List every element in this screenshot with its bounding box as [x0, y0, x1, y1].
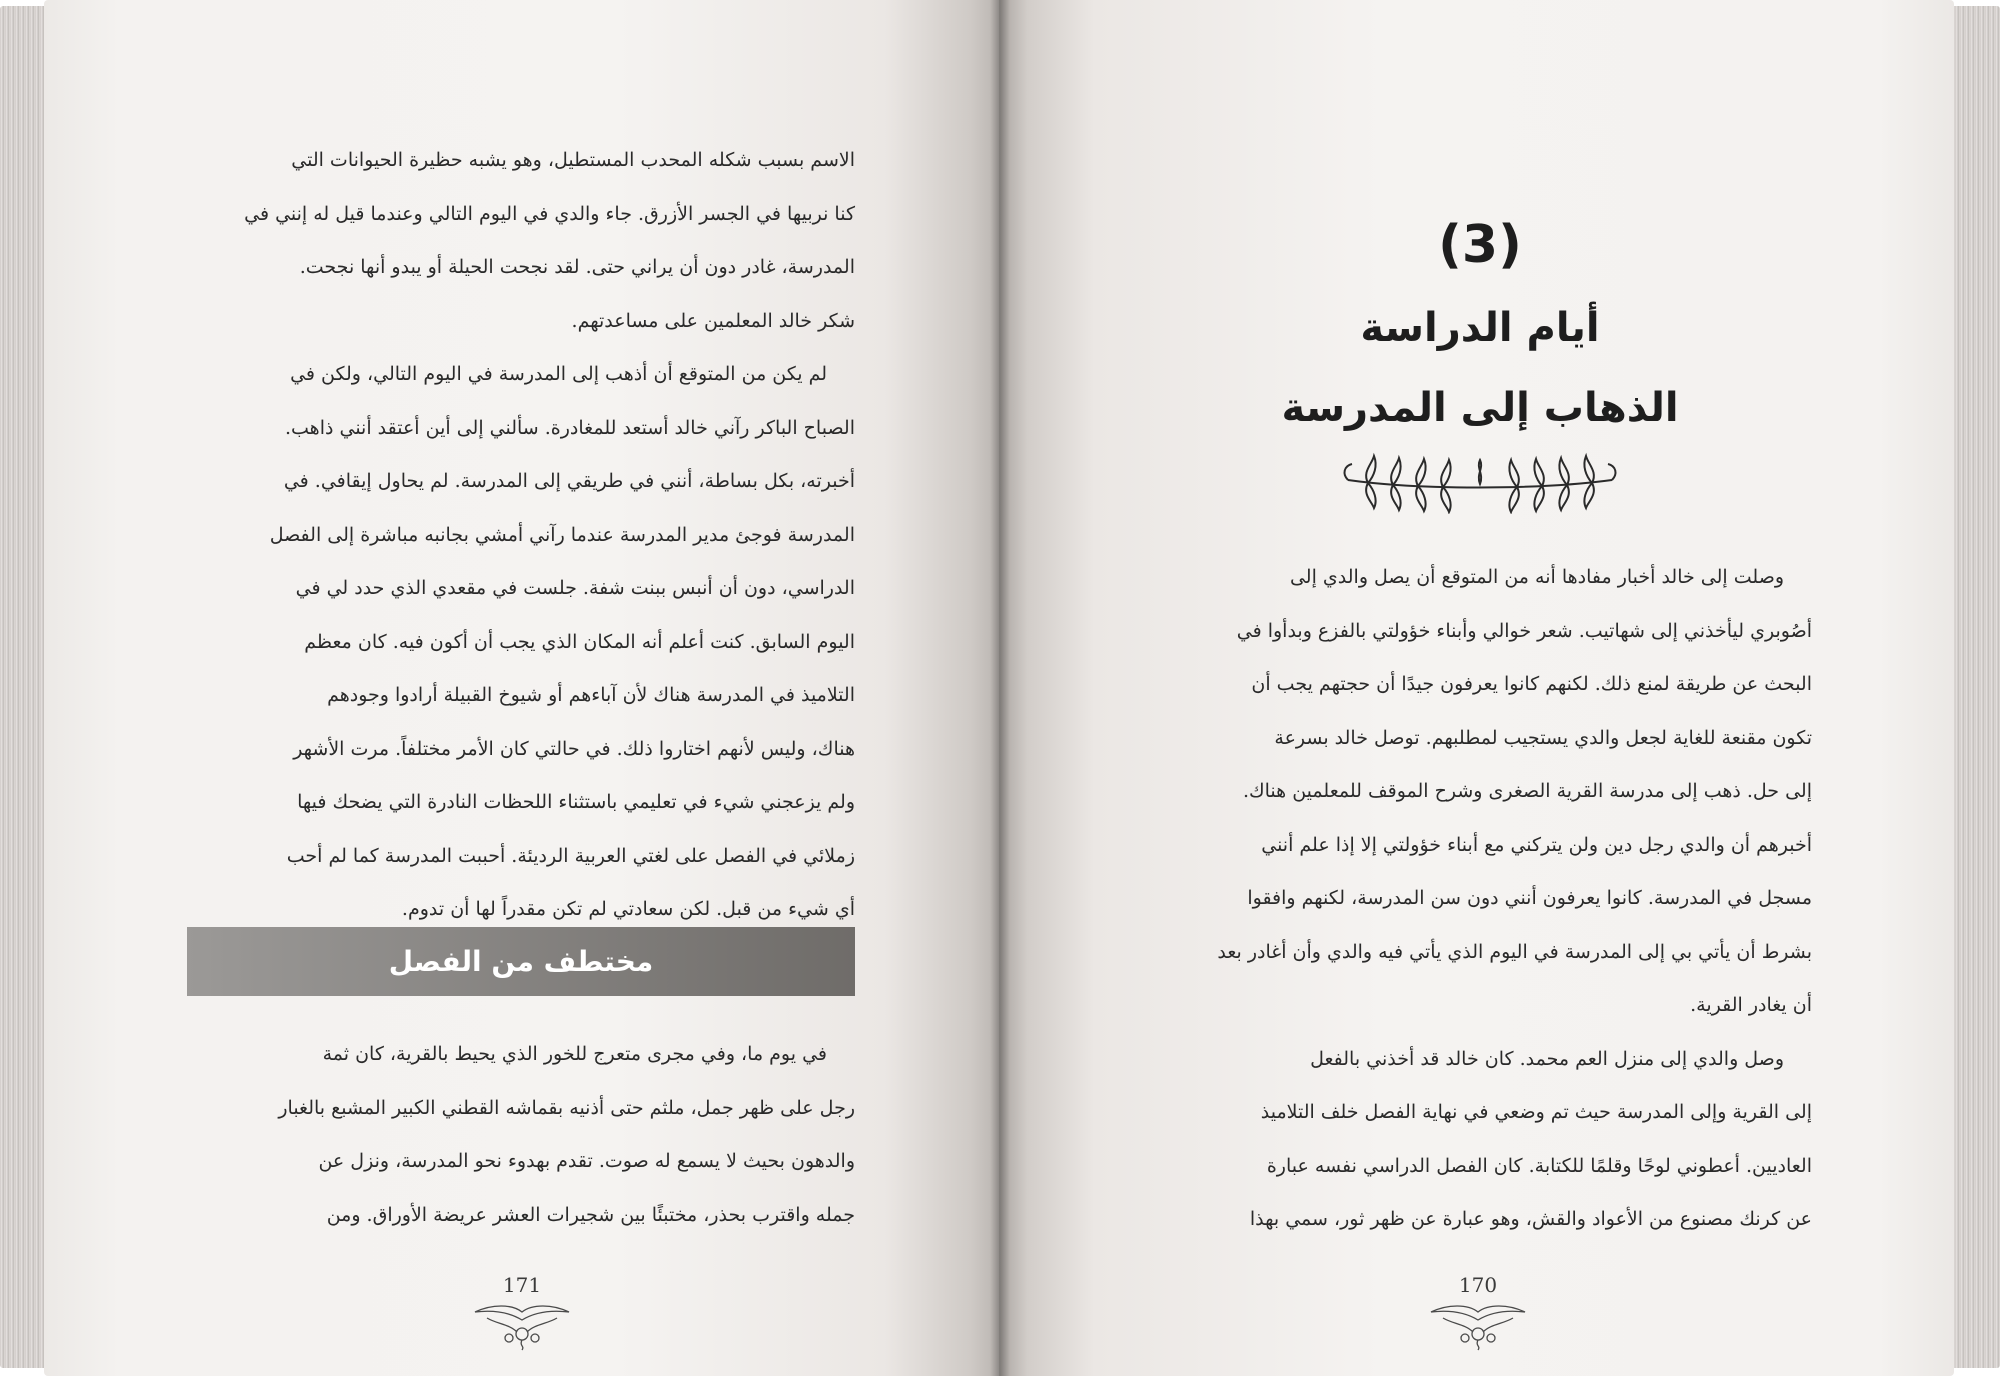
text-line: شكر خالد المعلمين على مساعدتهم. [571, 309, 855, 332]
right-page-body [1142, 551, 1812, 1247]
text-line: العاديين. أعطوني لوحًا وقلمًا للكتابة. كان الفصل الدراسي نفسه عبارة [1266, 1154, 1812, 1177]
text-line: الاسم بسبب شكله المحدب المستطيل، وهو يشبه حظيرة الحيوانات التي [291, 149, 855, 171]
right-page-edges [1950, 6, 2000, 1368]
text-line: أخبرهم أن والدي رجل دين ولن يتركني مع أبناء خؤولتي إلا إذا علم أنني [1261, 833, 1812, 856]
page-number-right: 170 [1458, 1273, 1498, 1297]
leaf-branch-ornament-icon [1338, 450, 1622, 514]
left-page-body-bottom [187, 1028, 855, 1242]
text-line: المدرسة فوجئ مدير المدرسة عندما رآني أمشي بجانبه مباشرة إلى الفصل [269, 523, 855, 546]
text-line: التلاميذ في المدرسة هناك لأن آباءهم أو شيوخ القبيلة أرادوا وجودهم [327, 684, 855, 706]
text-line: المدرسة، غادر دون أن يراني حتى. لقد نجحت الحيلة أو يبدو أنها نجحت. [299, 256, 855, 278]
text-line: والدهون بحيث لا يسمع له صوت. تقدم بهدوء نحو المدرسة، ونزل عن [318, 1150, 855, 1172]
text-line: رجل على ظهر جمل، ملثم حتى أذنيه بقماشه القطني الكبير المشبع بالغبار [278, 1096, 855, 1119]
text-line: وصل والدي إلى منزل العم محمد. كان خالد قد أخذني بالفعل [1310, 1047, 1784, 1070]
section-title: الذهاب إلى المدرسة [1281, 385, 1679, 431]
excerpt-heading-box [187, 927, 855, 996]
text-line: أخبرته، بكل بساطة، أنني في طريقي إلى المدرسة. لم يحاول إيقافي. في [283, 470, 855, 492]
left-page-body-top [187, 134, 855, 937]
text-line: اليوم السابق. كنت أعلم أنه المكان الذي يجب أن أكون فيه. كان معظم [304, 630, 855, 653]
left-page-edges [0, 6, 50, 1368]
text-line: مسجل في المدرسة. كانوا يعرفون أنني دون سن المدرسة، لكنهم وافقوا [1247, 887, 1812, 909]
footer-flourish-icon [467, 1302, 577, 1352]
text-line: تكون مقنعة للغاية لجعل والدي يستجيب لمطلبهم. توصل خالد بسرعة [1274, 726, 1812, 749]
text-line: في يوم ما، وفي مجرى متعرج للخور الذي يحيط بالقرية، كان ثمة [322, 1043, 827, 1065]
chapter-title: أيام الدراسة [1360, 305, 1600, 351]
text-line: إلى حل. ذهب إلى مدرسة القرية الصغرى وشرح الموقف للمعلمين هناك. [1242, 780, 1812, 802]
text-line: ولم يزعجني شيء في تعليمي باستثناء اللحظات النادرة التي يضحك فيها [297, 791, 855, 813]
text-line: إلى القرية وإلى المدرسة حيث تم وضعي في نهاية الفصل خلف التلاميذ [1260, 1101, 1812, 1123]
footer-flourish-icon [1423, 1302, 1533, 1352]
book-gutter [990, 0, 1010, 1376]
paragraph [187, 1028, 855, 1242]
paragraph [187, 134, 855, 348]
text-line: أصُوبري ليأخذني إلى شهاتيب. شعر خوالي وأبناء خؤولتي بالفزع وبدأوا في [1236, 619, 1812, 642]
text-line: البحث عن طريقة لمنع ذلك. لكنهم كانوا يعرفون جيدًا أن حجتهم يجب أن [1251, 673, 1812, 695]
text-line: هناك، وليس لأنهم اختاروا ذلك. في حالتي كان الأمر مختلفاً. مرت الأشهر [293, 737, 855, 760]
text-line: عن كرنك مصنوع من الأعواد والقش، وهو عبارة عن ظهر ثور، سمي بهذا [1249, 1208, 1812, 1230]
text-line: الصباح الباكر رآني خالد أستعد للمغادرة. سألني إلى أين أعتقد أنني ذاهب. [284, 416, 855, 439]
text-line: بشرط أن يأتي بي إلى المدرسة في اليوم الذي يأتي فيه والدي وأن أغادر بعد [1217, 940, 1812, 963]
text-line: الدراسي، دون أن أنبس ببنت شفة. جلست في مقعدي الذي حدد لي في [295, 577, 855, 599]
chapter-number: (3) [1438, 215, 1522, 275]
text-line: أي شيء من قبل. لكن سعادتي لم تكن مقدراً لها أن تدوم. [401, 898, 855, 920]
paragraph [1142, 1033, 1812, 1247]
paragraph [1142, 551, 1812, 1033]
page-number-left: 171 [502, 1273, 542, 1297]
text-line: أن يغادر القرية. [1690, 994, 1812, 1016]
text-line: وصلت إلى خالد أخبار مفادها أنه من المتوقع أن يصل والدي إلى [1289, 566, 1784, 588]
excerpt-heading: مختطف من الفصل [388, 945, 654, 978]
text-line: زملائي في الفصل على لغتي العربية الرديئة. أحببت المدرسة كما لم أحب [286, 844, 855, 867]
text-line: لم يكن من المتوقع أن أذهب إلى المدرسة في اليوم التالي، ولكن في [290, 363, 827, 385]
text-line: كنا نربيها في الجسر الأزرق. جاء والدي في اليوم التالي وعندما قيل له إنني في [244, 202, 855, 225]
text-line: جمله واقترب بحذر، مختبئًا بين شجيرات العشر عريضة الأوراق. ومن [326, 1203, 855, 1226]
paragraph [187, 348, 855, 937]
